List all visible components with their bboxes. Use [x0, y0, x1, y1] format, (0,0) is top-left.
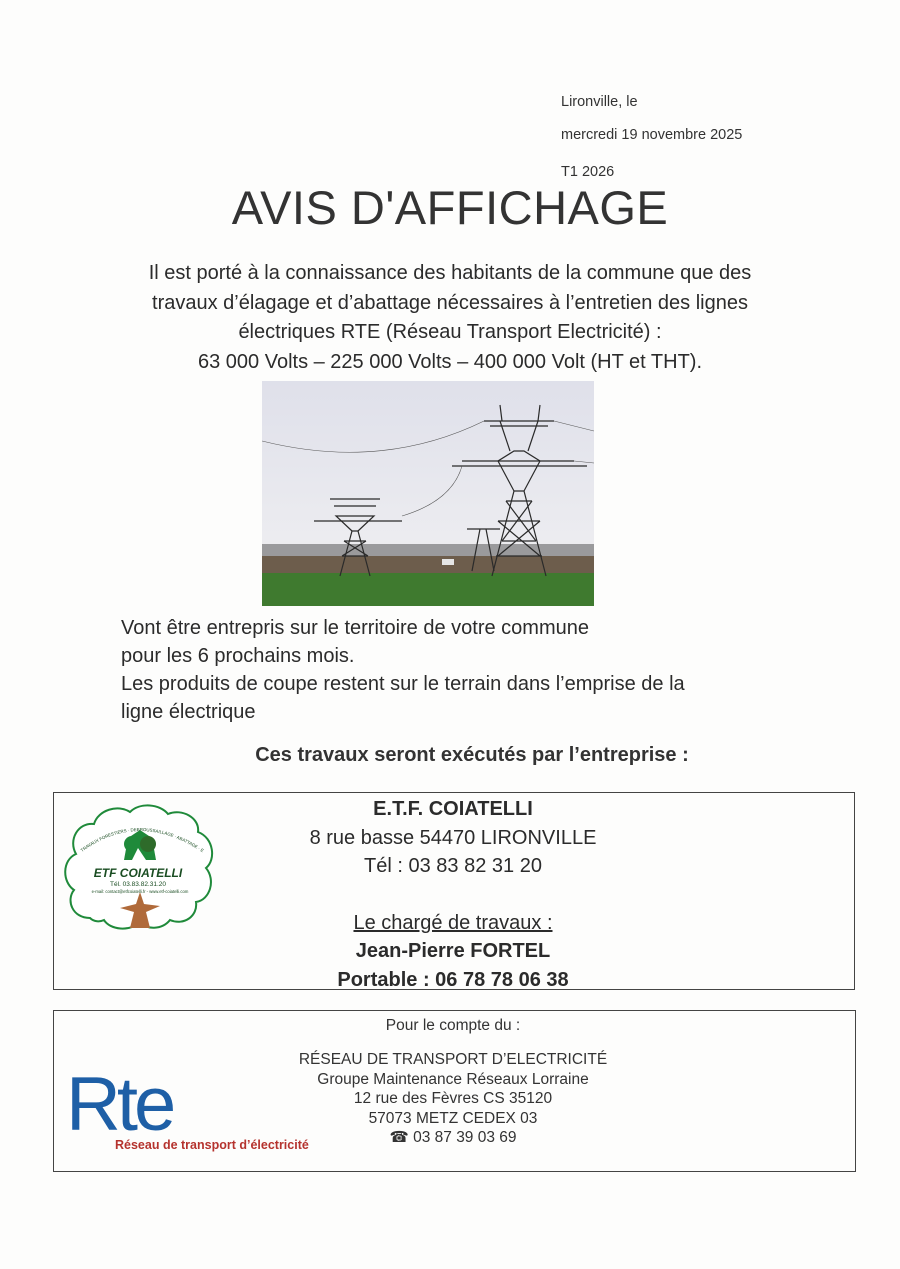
client-phone: 03 87 39 03 69: [413, 1129, 517, 1146]
client-city: 57073 METZ CEDEX 03: [368, 1109, 538, 1127]
client-group: Groupe Maintenance Réseaux Lorraine: [317, 1070, 589, 1088]
etf-logo-name: ETF COIATELLI: [93, 866, 183, 880]
client-details: [250, 1050, 656, 1148]
intro-line: travaux d’élagage et d’abattage nécessaires à l’entretien des lignes: [152, 291, 748, 314]
intro-line: électriques RTE (Réseau Transport Electricité) :: [238, 321, 662, 343]
telephone-icon: ☎: [389, 1129, 409, 1146]
contractor-address: 8 rue basse 54470 LIRONVILLE: [309, 826, 597, 849]
body-line: pour les 6 prochains mois.: [121, 645, 355, 667]
body-line: ligne électrique: [121, 701, 256, 723]
client-intro: Pour le compte du :: [385, 1017, 521, 1034]
body-line: Vont être entrepris sur le territoire de votre commune: [121, 617, 589, 639]
spacer: [250, 881, 656, 909]
etf-coiatelli-logo: [60, 800, 218, 934]
client-phone-row: [250, 1128, 656, 1148]
client-name: RÉSEAU DE TRANSPORT D’ELECTRICITÉ: [298, 1051, 608, 1068]
execution-note: Ces travaux seront exécutés par l’entreprise :: [255, 744, 689, 766]
body-line: Les produits de coupe restent sur le terrain dans l’emprise de la: [121, 673, 685, 695]
page-title: AVIS D'AFFICHAGE: [231, 181, 669, 234]
rte-logo-text: Rte: [66, 1062, 173, 1147]
intro-line: 63 000 Volts – 225 000 Volts – 400 000 Volt (HT et THT).: [197, 350, 703, 373]
date-place: Lironville, le: [561, 94, 638, 110]
rte-tagline: Réseau de transport d’électricité: [115, 1138, 309, 1152]
contractor-details: [250, 795, 656, 994]
date: mercredi 19 novembre 2025: [561, 127, 743, 143]
client-street: 12 rue des Fèvres CS 35120: [353, 1090, 553, 1107]
intro-line: Il est porté à la connaissance des habitants de la commune que des: [148, 262, 752, 284]
manager-mobile: Portable : 06 78 78 06 38: [337, 968, 569, 991]
etf-logo-contact: e-mail: contact@etfcoiatelli.fr - www.etf-coiatelli.com: [91, 889, 189, 894]
contractor-phone: Tél : 03 83 82 31 20: [364, 855, 542, 877]
etf-logo-phone: Tél. 03.83.82.31.20: [109, 881, 167, 888]
intro-paragraph: [80, 259, 820, 377]
manager-label: Le chargé de travaux :: [353, 911, 553, 934]
contractor-name: E.T.F. COIATELLI: [373, 798, 533, 820]
quarter-label: T1 2026: [561, 164, 615, 180]
manager-name: Jean-Pierre FORTEL: [355, 940, 551, 962]
power-line-photo: [262, 381, 594, 606]
etf-logo-arc-text: TRAVAUX FORESTIERS · DEBROUSSAILLAGE · ABATTAGE · E: [79, 826, 205, 854]
body-paragraph: [121, 614, 801, 726]
